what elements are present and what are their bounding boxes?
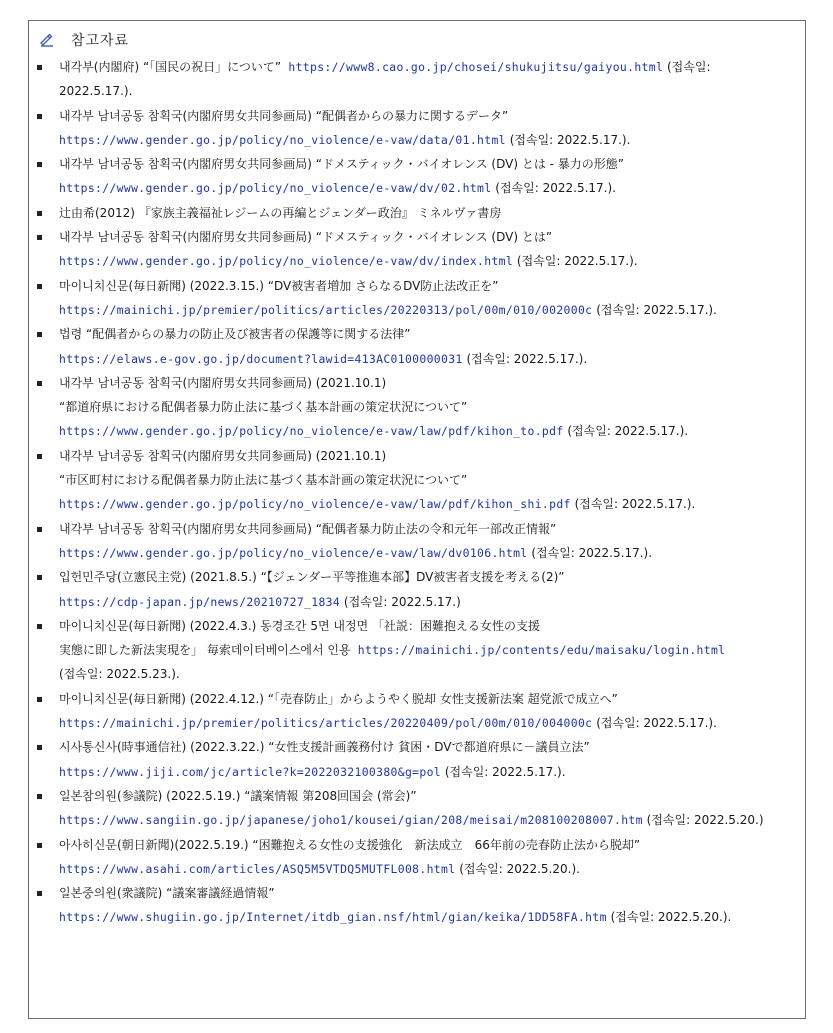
access-date: (접속일: 2022.5.17.). xyxy=(462,351,588,366)
bullet-icon xyxy=(37,162,42,167)
access-date: (접속일: 2022.5.20.). xyxy=(606,910,732,925)
bullet-icon xyxy=(37,332,42,337)
reference-link[interactable]: https://www.shugiin.go.jp/Internet/itdb_gian.nsf/html/gian/keika/1DD58FA.htm xyxy=(59,910,607,925)
reference-link[interactable]: https://mainichi.jp/premier/politics/articles/20220313/pol/00m/010/002000c xyxy=(59,302,593,317)
reference-item xyxy=(29,833,805,857)
reference-text: 일본참의원(参議院) (2022.5.19.) “議案情報 第208回国会 (常会)” xyxy=(59,788,417,803)
bullet-icon xyxy=(37,381,42,386)
reference-item xyxy=(29,517,805,541)
bullet-icon xyxy=(37,211,42,216)
reference-text: 내각부 남녀공동 참획국(内閣府男女共同参画局) “ドメスティック・バイオレンス (DV) とは” xyxy=(59,230,553,245)
bullet-icon xyxy=(37,745,42,750)
reference-continuation xyxy=(29,638,805,662)
reference-item xyxy=(29,784,805,808)
reference-link[interactable]: https://www.asahi.com/articles/ASQ5M5VTDQ5MUTFL008.html xyxy=(59,861,456,876)
reference-item xyxy=(29,371,805,395)
bullet-icon xyxy=(37,454,42,459)
bullet-icon xyxy=(37,575,42,580)
reference-item xyxy=(29,225,805,249)
pencil-note-icon xyxy=(39,32,55,48)
reference-link[interactable]: https://www8.cao.go.jp/chosei/shukujitsu/gaiyou.html xyxy=(281,60,664,74)
access-date: (접속일: xyxy=(663,60,711,74)
section-title: 참고자료 xyxy=(71,33,130,49)
reference-link[interactable]: https://www.gender.go.jp/policy/no_violence/e-vaw/law/dv0106.html xyxy=(59,545,528,560)
reference-text: 辻由希(2012) 『家族主義福祉レジームの再編とジェンダー政治』 ミネルヴァ書房 xyxy=(59,205,502,220)
reference-link[interactable]: https://www.sangiin.go.jp/japanese/joho1/kousei/gian/208/meisai/m208100208007.htm xyxy=(59,813,643,828)
reference-continuation xyxy=(29,857,805,881)
access-date: (접속일: 2022.5.17.). xyxy=(513,254,638,269)
reference-link[interactable]: https://mainichi.jp/contents/edu/maisaku/login.html xyxy=(350,643,726,658)
reference-item xyxy=(29,274,805,298)
reference-text: 実態に即した新法実現を」 毎索데이터베이스에서 인용 xyxy=(59,643,351,658)
reference-item xyxy=(29,322,805,346)
reference-continuation xyxy=(29,347,805,371)
bullet-icon xyxy=(37,114,42,119)
references-box xyxy=(28,20,806,1019)
reference-continuation xyxy=(29,79,805,103)
reference-continuation xyxy=(29,395,805,419)
reference-item xyxy=(29,55,805,79)
reference-text: 마이니치신문(毎日新聞) (2022.4.12.) “「売春防止」からようやく脱却 女性支援新法案 超党派で成立へ” xyxy=(59,691,618,706)
reference-text: 내각부(内閣府) “「国民の祝日」について” xyxy=(59,60,282,74)
bullet-icon xyxy=(37,65,42,70)
reference-item xyxy=(29,444,805,468)
reference-text: 2022.5.17.). xyxy=(59,84,133,99)
reference-continuation xyxy=(29,128,805,152)
reference-text: 일본중의원(衆議院) “議案審議経過情報” xyxy=(59,886,275,901)
bullet-icon xyxy=(37,891,42,896)
reference-text: “都道府県における配偶者暴力防止法に基づく基本計画の策定状況について” xyxy=(59,400,468,415)
reference-continuation xyxy=(29,662,805,686)
reference-continuation xyxy=(29,492,805,516)
reference-list xyxy=(29,55,805,930)
reference-continuation xyxy=(29,590,805,614)
bullet-icon xyxy=(37,697,42,702)
reference-text: 마이니치신문(毎日新聞) (2022.3.15.) “DV被害者増加 さらなるDV防止法改正を” xyxy=(59,278,499,293)
access-date: (접속일: 2022.5.17.). xyxy=(491,181,616,196)
access-date: (접속일: 2022.5.17.). xyxy=(592,716,717,731)
reference-text: (접속일: 2022.5.23.). xyxy=(59,667,180,682)
access-date: (접속일: 2022.5.17.). xyxy=(527,545,653,560)
reference-link[interactable]: https://www.gender.go.jp/policy/no_violence/e-vaw/law/pdf/kihon_shi.pdf xyxy=(59,497,571,512)
access-date: (접속일: 2022.5.17.). xyxy=(505,132,631,147)
reference-link[interactable]: https://elaws.e-gov.go.jp/document?lawid=413AC0100000031 xyxy=(59,351,463,366)
reference-text: 내각부 남녀공동 참획국(内閣府男女共同参画局) (2021.10.1) xyxy=(59,448,387,463)
reference-item xyxy=(29,201,805,225)
access-date: (접속일: 2022.5.17.). xyxy=(570,497,696,512)
reference-continuation xyxy=(29,711,805,735)
reference-continuation xyxy=(29,760,805,784)
reference-item xyxy=(29,104,805,128)
reference-text: 내각부 남녀공동 참획국(内閣府男女共同参画局) “配偶者からの暴力に関するデータ” xyxy=(59,108,509,123)
access-date: (접속일: 2022.5.20.) xyxy=(642,813,764,828)
reference-link[interactable]: https://cdp-japan.jp/news/20210727_1834 xyxy=(59,594,341,609)
reference-text: 내각부 남녀공동 참획국(内閣府男女共同参画局) “配偶者暴力防止法の令和元年一部改正情報” xyxy=(59,521,557,536)
reference-item xyxy=(29,735,805,759)
access-date: (접속일: 2022.5.17.) xyxy=(340,594,461,609)
reference-item xyxy=(29,687,805,711)
reference-continuation xyxy=(29,808,805,832)
reference-text: 법령 “配偶者からの暴力の防止及び被害者の保護等に関する法律” xyxy=(59,327,411,342)
reference-item xyxy=(29,152,805,176)
reference-link[interactable]: https://www.gender.go.jp/policy/no_violence/e-vaw/dv/index.html xyxy=(59,254,514,269)
reference-link[interactable]: https://www.gender.go.jp/policy/no_violence/e-vaw/dv/02.html xyxy=(59,181,492,196)
reference-item xyxy=(29,565,805,589)
reference-text: 시사통신사(時事通信社) (2022.3.22.) “女性支援計画義務付け 貧困・DVで都道府県に－議員立法” xyxy=(59,740,590,755)
reference-continuation xyxy=(29,541,805,565)
reference-text: 입헌민주당(立憲民主党) (2021.8.5.) “【ジェンダー平等推進本部】DV被害者支援を考える(2)” xyxy=(59,570,565,585)
reference-continuation xyxy=(29,249,805,273)
reference-continuation xyxy=(29,176,805,200)
bullet-icon xyxy=(37,794,42,799)
access-date: (접속일: 2022.5.20.). xyxy=(455,861,580,876)
bullet-icon xyxy=(37,624,42,629)
bullet-icon xyxy=(37,284,42,289)
bullet-icon xyxy=(37,527,42,532)
reference-link[interactable]: https://www.jiji.com/jc/article?k=2022032100380&g=pol xyxy=(59,764,442,779)
bullet-icon xyxy=(37,235,42,240)
reference-text: 내각부 남녀공동 참획국(内閣府男女共同参画局) “ドメスティック・バイオレンス (DV) とは - 暴力の形態” xyxy=(59,157,625,172)
reference-link[interactable]: https://www.gender.go.jp/policy/no_violence/e-vaw/data/01.html xyxy=(59,132,506,147)
reference-continuation xyxy=(29,298,805,322)
reference-text: 내각부 남녀공동 참획국(内閣府男女共同参画局) (2021.10.1) xyxy=(59,375,387,390)
reference-continuation xyxy=(29,905,805,929)
reference-text: “市区町村における配偶者暴力防止法に基づく基本計画の策定状況について” xyxy=(59,473,468,488)
bullet-icon xyxy=(37,843,42,848)
reference-link[interactable]: https://www.gender.go.jp/policy/no_violence/e-vaw/law/pdf/kihon_to.pdf xyxy=(59,424,564,439)
access-date: (접속일: 2022.5.17.). xyxy=(441,764,566,779)
reference-item xyxy=(29,881,805,905)
reference-text: 아사히신문(朝日新聞)(2022.5.19.) “困難抱える女性の支援強化 新法成立 66年前の売春防止法から脱却” xyxy=(59,837,641,852)
reference-text: 마이니치신문(毎日新聞) (2022.4.3.) 동경조간 5면 내정면 「社説：困難抱える女性の支援 xyxy=(59,618,540,633)
access-date: (접속일: 2022.5.17.). xyxy=(563,424,689,439)
access-date: (접속일: 2022.5.17.). xyxy=(592,302,717,317)
reference-link[interactable]: https://mainichi.jp/premier/politics/articles/20220409/pol/00m/010/004000c xyxy=(59,716,593,731)
reference-continuation xyxy=(29,468,805,492)
reference-continuation xyxy=(29,419,805,443)
section-heading xyxy=(39,29,129,51)
reference-item xyxy=(29,614,805,638)
